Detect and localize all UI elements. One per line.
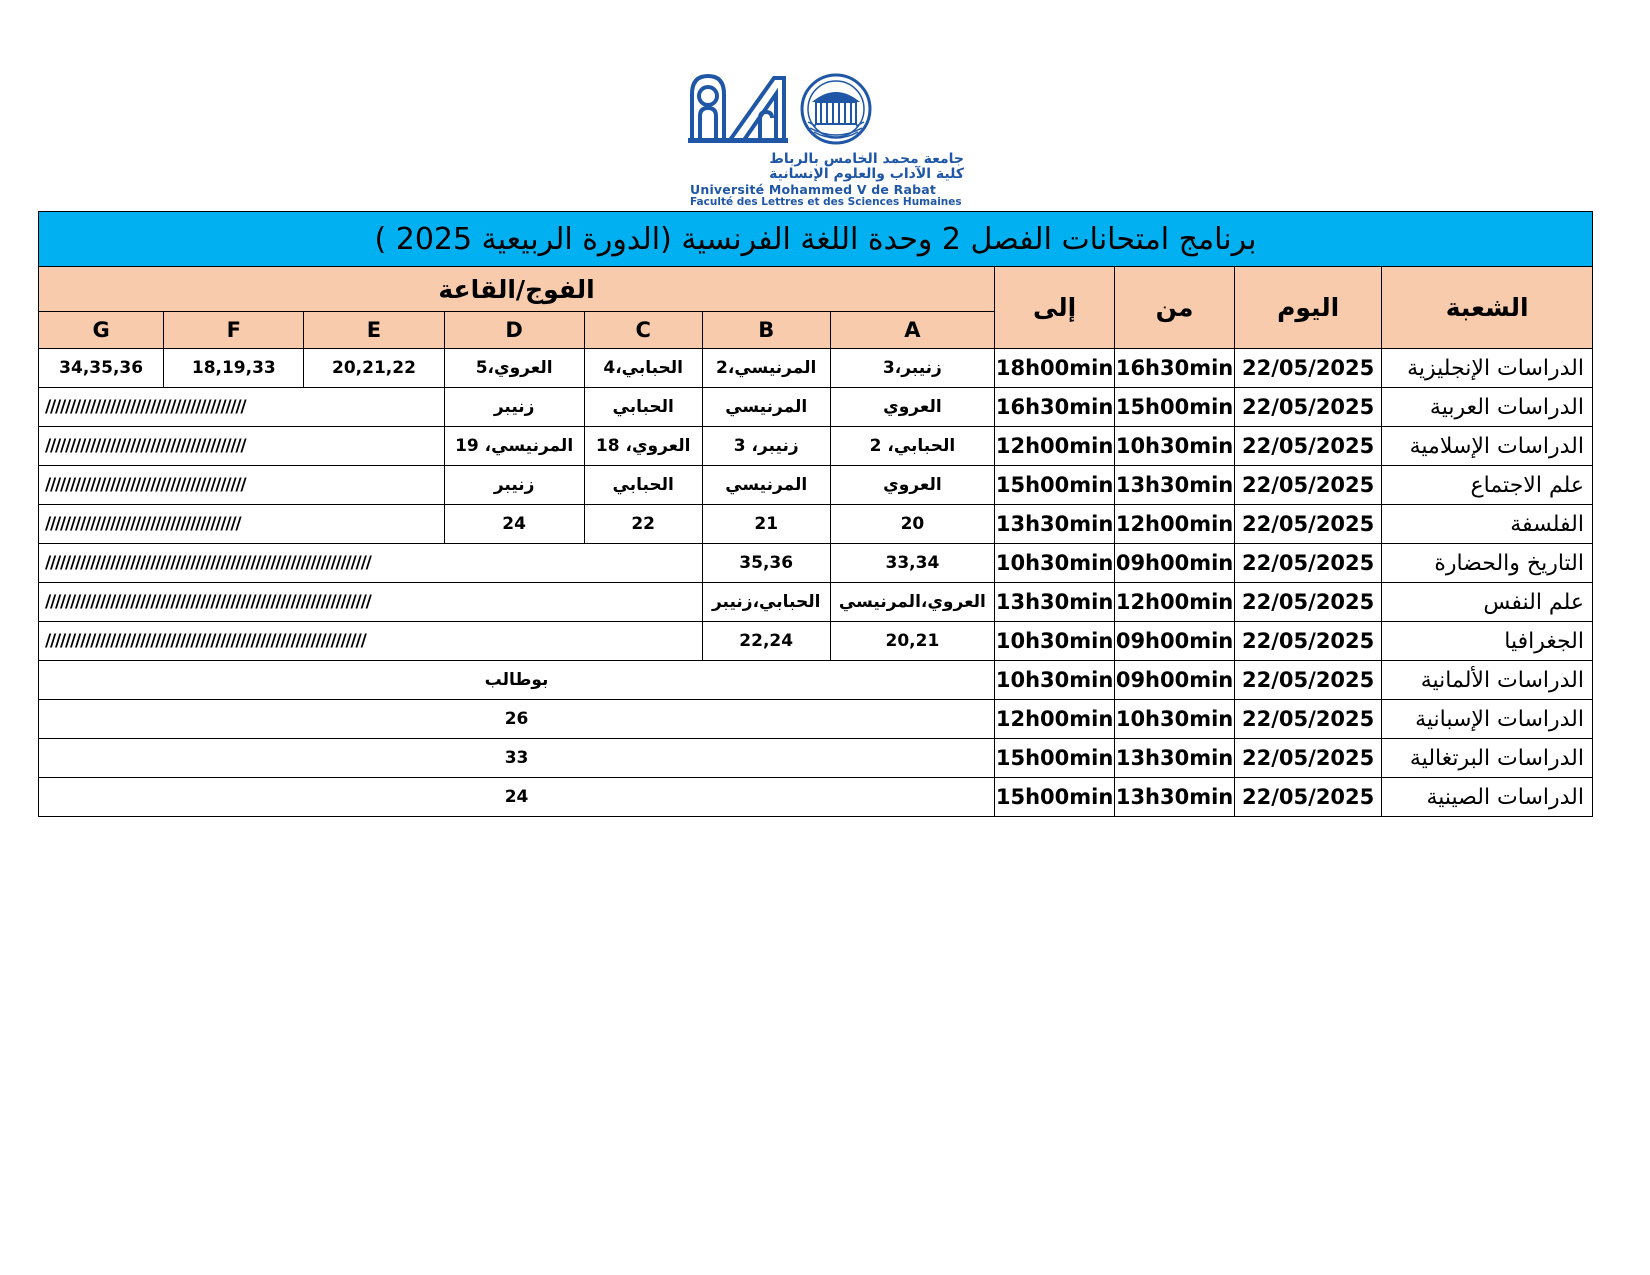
group-cell: المرنيسي bbox=[702, 388, 830, 427]
empty-hatch-cell: //////////////////////////////////////////////////////////////// bbox=[39, 622, 703, 661]
to-cell: 18h00min bbox=[995, 349, 1115, 388]
group-cell: العروي، 18 bbox=[584, 427, 702, 466]
table-row bbox=[39, 700, 1593, 739]
to-cell: 15h00min bbox=[995, 739, 1115, 778]
header-group-e: E bbox=[304, 312, 444, 349]
to-cell: 15h00min bbox=[995, 466, 1115, 505]
date-cell: 22/05/2025 bbox=[1235, 388, 1382, 427]
university-logo bbox=[686, 72, 968, 210]
group-cell: زنيبر bbox=[444, 466, 584, 505]
from-cell: 13h30min bbox=[1115, 778, 1235, 817]
empty-hatch-cell: //////////////////////////////////////// bbox=[39, 388, 445, 427]
branch-cell: الجغرافيا bbox=[1382, 622, 1593, 661]
date-cell: 22/05/2025 bbox=[1235, 778, 1382, 817]
to-cell: 10h30min bbox=[995, 661, 1115, 700]
branch-cell: الفلسفة bbox=[1382, 505, 1593, 544]
branch-cell: الدراسات الصينية bbox=[1382, 778, 1593, 817]
group-cell: 20,21,22 bbox=[304, 349, 444, 388]
branch-cell: علم الاجتماع bbox=[1382, 466, 1593, 505]
empty-hatch-cell: /////////////////////////////////////// bbox=[39, 505, 445, 544]
group-cell: الحبابي، 2 bbox=[830, 427, 994, 466]
branch-cell: الدراسات الألمانية bbox=[1382, 661, 1593, 700]
group-cell: 18,19,33 bbox=[164, 349, 304, 388]
header-group-room: الفوج/القاعة bbox=[39, 267, 995, 312]
table-row bbox=[39, 505, 1593, 544]
branch-cell: الدراسات الإسلامية bbox=[1382, 427, 1593, 466]
table-row bbox=[39, 544, 1593, 583]
branch-cell: علم النفس bbox=[1382, 583, 1593, 622]
empty-hatch-cell: //////////////////////////////////////// bbox=[39, 427, 445, 466]
from-cell: 16h30min bbox=[1115, 349, 1235, 388]
header-to: إلى bbox=[995, 267, 1115, 349]
header-from: من bbox=[1115, 267, 1235, 349]
from-cell: 15h00min bbox=[1115, 388, 1235, 427]
group-cell: 22,24 bbox=[702, 622, 830, 661]
merged-room-cell: 26 bbox=[39, 700, 995, 739]
header-group-b: B bbox=[702, 312, 830, 349]
from-cell: 09h00min bbox=[1115, 622, 1235, 661]
date-cell: 22/05/2025 bbox=[1235, 700, 1382, 739]
header-branch: الشعبة bbox=[1382, 267, 1593, 349]
to-cell: 10h30min bbox=[995, 622, 1115, 661]
group-cell: المرنيسي bbox=[702, 466, 830, 505]
date-cell: 22/05/2025 bbox=[1235, 661, 1382, 700]
exam-schedule-table bbox=[38, 211, 1593, 817]
group-cell: العروي bbox=[830, 388, 994, 427]
table-row bbox=[39, 583, 1593, 622]
from-cell: 10h30min bbox=[1115, 700, 1235, 739]
group-cell: 21 bbox=[702, 505, 830, 544]
header-group-f: F bbox=[164, 312, 304, 349]
group-cell: 20 bbox=[830, 505, 994, 544]
group-cell: زنيبر، 3 bbox=[702, 427, 830, 466]
date-cell: 22/05/2025 bbox=[1235, 739, 1382, 778]
date-cell: 22/05/2025 bbox=[1235, 583, 1382, 622]
header-group-g: G bbox=[39, 312, 164, 349]
group-cell: الحبابي bbox=[584, 388, 702, 427]
group-cell: المرنيسي،2 bbox=[702, 349, 830, 388]
from-cell: 09h00min bbox=[1115, 544, 1235, 583]
table-row bbox=[39, 388, 1593, 427]
group-cell: 34,35,36 bbox=[39, 349, 164, 388]
group-cell: الحبابي،4 bbox=[584, 349, 702, 388]
date-cell: 22/05/2025 bbox=[1235, 427, 1382, 466]
group-cell: الحبابي،زنيبر bbox=[702, 583, 830, 622]
table-row bbox=[39, 349, 1593, 388]
logo-arabic-university: جامعة محمد الخامس بالرباط bbox=[769, 151, 964, 167]
branch-cell: الدراسات الإنجليزية bbox=[1382, 349, 1593, 388]
table-row bbox=[39, 466, 1593, 505]
to-cell: 12h00min bbox=[995, 427, 1115, 466]
group-cell: 22 bbox=[584, 505, 702, 544]
header-group-c: C bbox=[584, 312, 702, 349]
header-day: اليوم bbox=[1235, 267, 1382, 349]
empty-hatch-cell: ///////////////////////////////////////////////////////////////// bbox=[39, 544, 703, 583]
from-cell: 13h30min bbox=[1115, 466, 1235, 505]
to-cell: 13h30min bbox=[995, 583, 1115, 622]
group-cell: زنيبر bbox=[444, 388, 584, 427]
to-cell: 16h30min bbox=[995, 388, 1115, 427]
date-cell: 22/05/2025 bbox=[1235, 466, 1382, 505]
group-cell: المرنيسي، 19 bbox=[444, 427, 584, 466]
to-cell: 12h00min bbox=[995, 700, 1115, 739]
from-cell: 13h30min bbox=[1115, 739, 1235, 778]
table-row bbox=[39, 739, 1593, 778]
group-cell: 33,34 bbox=[830, 544, 994, 583]
table-row bbox=[39, 427, 1593, 466]
empty-hatch-cell: //////////////////////////////////////// bbox=[39, 466, 445, 505]
group-cell: العروي،المرنيسي bbox=[830, 583, 994, 622]
group-cell: العروي bbox=[830, 466, 994, 505]
to-cell: 10h30min bbox=[995, 544, 1115, 583]
branch-cell: الدراسات البرتغالية bbox=[1382, 739, 1593, 778]
group-cell: زنيبر،3 bbox=[830, 349, 994, 388]
from-cell: 12h00min bbox=[1115, 505, 1235, 544]
merged-room-cell: بوطالب bbox=[39, 661, 995, 700]
date-cell: 22/05/2025 bbox=[1235, 505, 1382, 544]
from-cell: 12h00min bbox=[1115, 583, 1235, 622]
group-cell: 20,21 bbox=[830, 622, 994, 661]
group-cell: العروي،5 bbox=[444, 349, 584, 388]
table-row bbox=[39, 778, 1593, 817]
to-cell: 13h30min bbox=[995, 505, 1115, 544]
university-emblem-icon bbox=[686, 72, 968, 152]
group-cell: 35,36 bbox=[702, 544, 830, 583]
to-cell: 15h00min bbox=[995, 778, 1115, 817]
schedule-title: برنامج امتحانات الفصل 2 وحدة اللغة الفرنسية (الدورة الربيعية 2025 ) bbox=[39, 212, 1593, 267]
header-group-a: A bbox=[830, 312, 994, 349]
merged-room-cell: 24 bbox=[39, 778, 995, 817]
logo-arabic-faculty: كلية الآداب والعلوم الإنسانية bbox=[769, 166, 964, 182]
branch-cell: الدراسات الإسبانية bbox=[1382, 700, 1593, 739]
header-group-d: D bbox=[444, 312, 584, 349]
group-cell: الحبابي bbox=[584, 466, 702, 505]
from-cell: 10h30min bbox=[1115, 427, 1235, 466]
table-row bbox=[39, 622, 1593, 661]
empty-hatch-cell: ///////////////////////////////////////////////////////////////// bbox=[39, 583, 703, 622]
merged-room-cell: 33 bbox=[39, 739, 995, 778]
date-cell: 22/05/2025 bbox=[1235, 622, 1382, 661]
from-cell: 09h00min bbox=[1115, 661, 1235, 700]
branch-cell: الدراسات العربية bbox=[1382, 388, 1593, 427]
table-row bbox=[39, 661, 1593, 700]
logo-french-faculty: Faculté des Lettres et des Sciences Humaines bbox=[690, 196, 962, 208]
branch-cell: التاريخ والحضارة bbox=[1382, 544, 1593, 583]
logo-french-university: Université Mohammed V de Rabat bbox=[690, 182, 937, 197]
date-cell: 22/05/2025 bbox=[1235, 544, 1382, 583]
group-cell: 24 bbox=[444, 505, 584, 544]
date-cell: 22/05/2025 bbox=[1235, 349, 1382, 388]
